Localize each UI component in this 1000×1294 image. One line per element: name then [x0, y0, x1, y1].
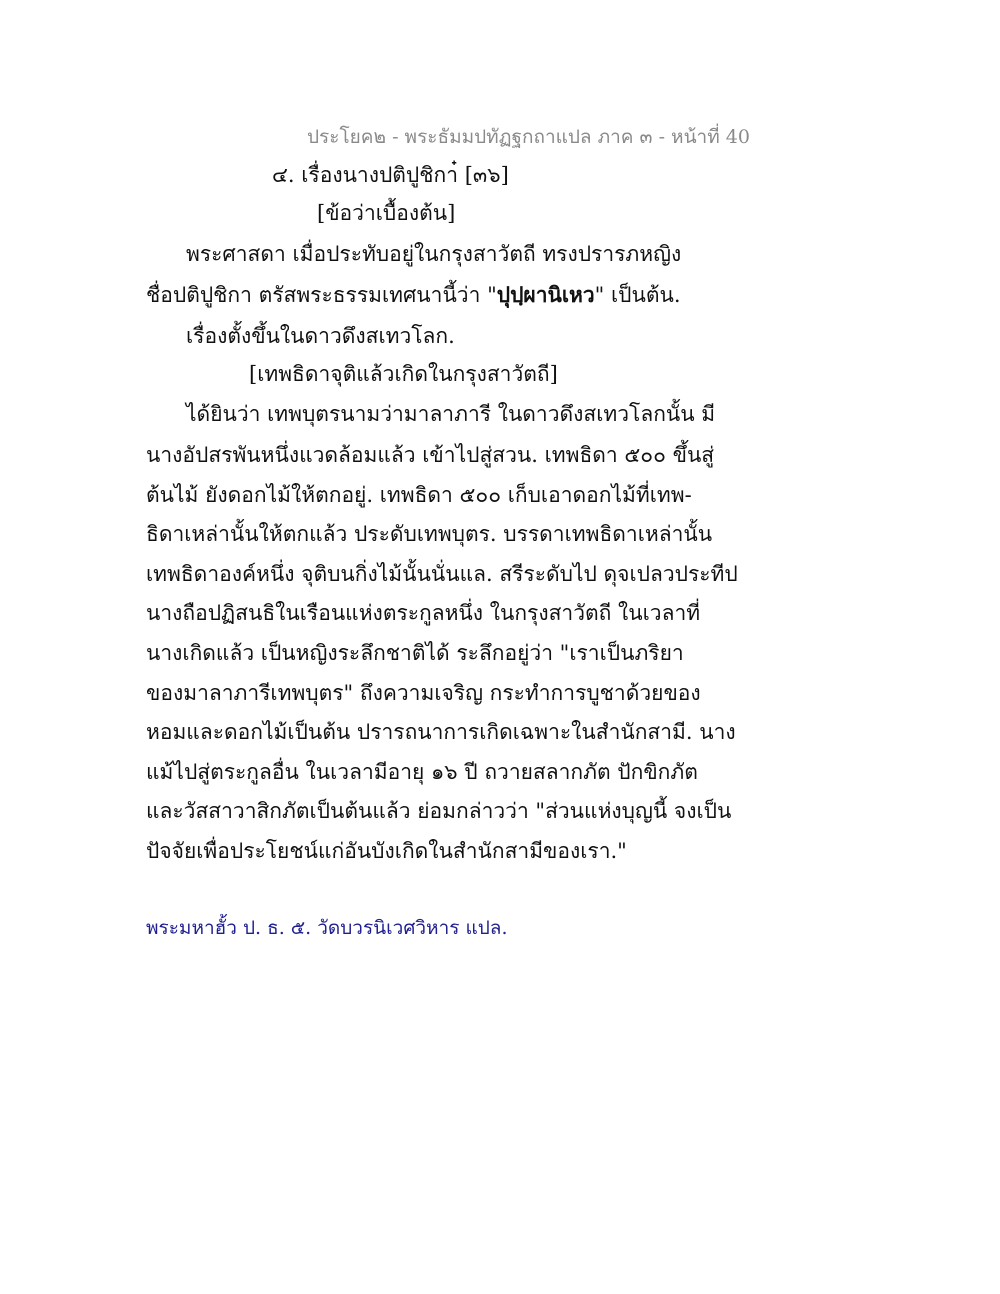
body-line: ปัจจัยเพื่อประโยชน์แก่อันบังเกิดในสำนักสามีของเรา."	[146, 839, 627, 863]
intro-heading: [ข้อว่าเบื้องต้น]	[317, 201, 456, 225]
section-heading: [เทพธิดาจุติแล้วเกิดในกรุงสาวัตถี]	[249, 362, 558, 386]
body-line: ต้นไม้ ยังดอกไม้ให้ตกอยู่. เทพธิดา ๕๐๐ เก็บเอาดอกไม้ที่เทพ-	[146, 483, 692, 507]
body-line: และวัสสาวาสิกภัตเป็นต้นแล้ว ย่อมกล่าวว่า "ส่วนแห่งบุญนี้ จงเป็น	[146, 799, 732, 823]
intro-line-3: เรื่องตั้งขึ้นในดาวดึงสเทวโลก.	[186, 324, 455, 348]
page-header: ประโยค๒ - พระธัมมปทัฏฐกถาแปล ภาค ๓ - หน้าที่ 40	[307, 126, 750, 148]
body-line: หอมและดอกไม้เป็นต้น ปรารถนาการเกิดเฉพาะในสำนักสามี. นาง	[146, 720, 736, 744]
intro-line-1: พระศาสดา เมื่อประทับอยู่ในกรุงสาวัตถี ทรงปรารภหญิง	[186, 242, 682, 266]
body-line: ธิดาเหล่านั้นให้ตกแล้ว ประดับเทพบุตร. บรรดาเทพธิดาเหล่านั้น	[146, 522, 713, 546]
body-line: เทพธิดาองค์หนึ่ง จุติบนกิ่งไม้นั้นนั่นแล. สรีระดับไป ดุจเปลวประทีป	[146, 562, 738, 586]
body-line: ของมาลาภารีเทพบุตร" ถึงความเจริญ กระทำการบูชาด้วยของ	[146, 681, 701, 705]
body-line: นางเกิดแล้ว เป็นหญิงระลึกชาติได้ ระลึกอยู่ว่า "เราเป็นภริยา	[146, 641, 684, 665]
body-line: ได้ยินว่า เทพบุตรนามว่ามาลาภารี ในดาวดึงสเทวโลกนั้น มี	[186, 402, 716, 426]
story-title: ๔. เรื่องนางปติปูชิกา๋ [๓๖]	[272, 163, 509, 187]
pali-quote: ปุปฺผานิเหว	[496, 282, 595, 307]
intro-line-2-start: ชื่อปติปูชิกา ตรัสพระธรรมเทศนานี้ว่า "	[146, 283, 497, 307]
intro-line-2-end: " เป็นต้น.	[594, 283, 681, 307]
body-line: นางอัปสรพันหนึ่งแวดล้อมแล้ว เข้าไปสู่สวน. เทพธิดา ๕๐๐ ขึ้นสู่	[146, 443, 715, 467]
translator-signature: พระมหาฮั้ว ป. ธ. ๕. วัดบวรนิเวศวิหาร แปล.	[146, 917, 508, 939]
body-line: นางถือปฏิสนธิในเรือนแห่งตระกูลหนึ่ง ในกรุงสาวัตถี ในเวลาที่	[146, 601, 701, 625]
body-line: แม้ไปสู่ตระกูลอื่น ในเวลามีอายุ ๑๖ ปี ถวายสลากภัต ปักขิกภัต	[146, 760, 698, 784]
intro-line-2	[146, 280, 681, 310]
